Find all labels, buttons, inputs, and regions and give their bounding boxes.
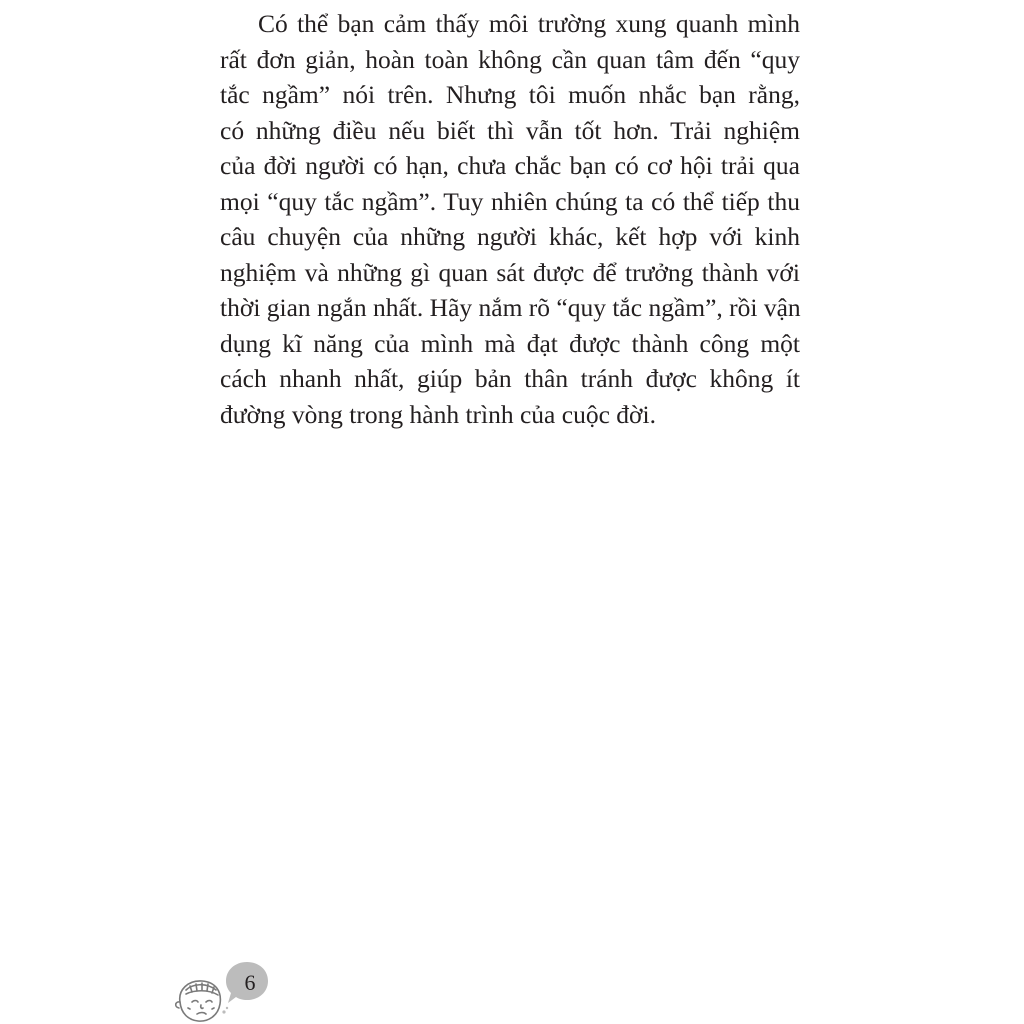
text-line: mọi “quy tắc ngầm”. Tuy nhiên chúng ta có thể tiếp thu [220, 186, 800, 216]
text-line: thời gian ngắn nhất. Hãy nắm rõ “quy tắc ngầm”, rồi vận [220, 293, 801, 322]
text-line: nghiệm và những gì quan sát được để trưởng thành với [220, 257, 800, 287]
text-line: có những điều nếu biết thì vẫn tốt hơn. Trải nghiệm [220, 115, 800, 145]
text-line: cách nhanh nhất, giúp bản thân tránh được không ít [220, 364, 800, 393]
body-paragraph [220, 6, 800, 432]
text-line: của đời người có hạn, chưa chắc bạn có cơ hội trải qua [220, 151, 800, 180]
text-line: dụng kĩ năng của mình mà đạt được thành công một [220, 328, 800, 358]
page-footer [170, 958, 280, 1024]
text-line: đường vòng trong hành trình của cuộc đời. [220, 399, 656, 429]
text-line: tắc ngầm” nói trên. Nhưng tôi muốn nhắc bạn rằng, [220, 80, 800, 109]
text-line: Có thể bạn cảm thấy môi trường xung quanh mình [258, 9, 800, 38]
text-line: câu chuyện của những người khác, kết hợp với kinh [220, 222, 800, 251]
text-line: rất đơn giản, hoàn toàn không cần quan tâm đến “quy [220, 44, 800, 74]
cartoon-face-icon [170, 972, 230, 1024]
page-number: 6 [244, 970, 256, 995]
